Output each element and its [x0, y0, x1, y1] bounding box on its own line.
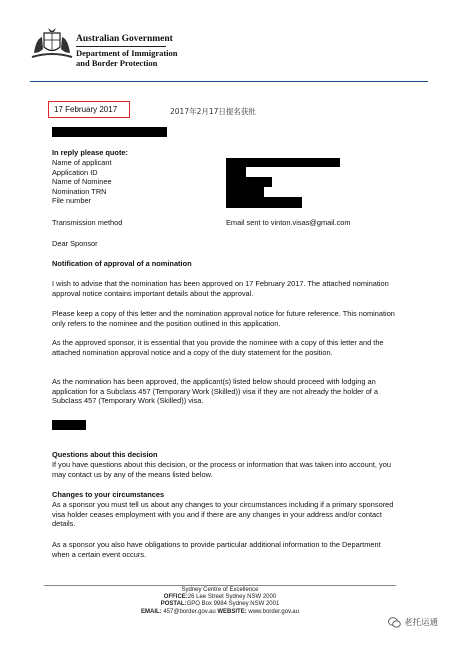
paragraph-keep-copy: Please keep a copy of this letter and the nomination approval notice for future reference. This nomination only refers to the nominee and the position outlined in this application.	[52, 309, 395, 328]
paragraph-approval: I wish to advise that the nomination has been approved on 17 February 2017. The attached nomination approval notice contains important details about the approval.	[52, 279, 389, 298]
redacted-applicant-name	[226, 158, 340, 167]
postal-label: POSTAL:	[160, 601, 187, 608]
field-nomination-trn: Nomination TRN	[52, 186, 107, 196]
department-name: Department of Immigration	[76, 48, 178, 59]
footer-office-line	[44, 594, 396, 601]
transmission-value: Email sent to vinton.visas@gmail.com	[226, 218, 351, 227]
redacted-nominee-name	[226, 177, 272, 187]
transmission-label: Transmission method	[52, 218, 123, 227]
reply-heading: In reply please quote:	[52, 148, 128, 157]
wechat-icon	[388, 617, 401, 628]
field-application-id: Application ID	[52, 167, 98, 177]
office-address: 26 Lee Street Sydney NSW 2000	[187, 594, 277, 601]
footer-divider	[44, 585, 396, 586]
letter-subject: Notification of approval of a nomination	[52, 259, 192, 268]
website-label: WEBSITE:	[217, 608, 247, 615]
email-label: EMAIL:	[141, 608, 162, 615]
changes-heading: Changes to your circumstances	[52, 490, 165, 499]
website-address: www.border.gov.au	[248, 608, 299, 615]
coat-of-arms-logo	[30, 27, 74, 63]
footer-postal-line	[44, 601, 396, 608]
salutation: Dear Sponsor	[52, 239, 98, 248]
redacted-address	[52, 127, 167, 137]
header-divider	[30, 81, 428, 82]
footer-email-line	[44, 609, 396, 616]
redacted-file-number	[226, 197, 302, 208]
field-file-number: File number	[52, 196, 92, 206]
heading-rule	[76, 46, 166, 47]
redacted-applicant-list	[52, 420, 86, 430]
chinese-annotation: 2017年2月17日提名获批	[170, 107, 256, 116]
reply-field-list	[52, 158, 112, 206]
redacted-application-id	[226, 167, 246, 177]
field-applicant-name: Name of applicant	[52, 158, 112, 167]
changes-text: As a sponsor you must tell us about any changes to your circumstances including if a primary sponsored visa holder ceases employment with you and if there are any changes in your address and/or contact details.	[52, 500, 394, 529]
office-label: OFFICE:	[163, 594, 188, 601]
footer-centre: Sydney Centre of Excellence	[181, 587, 259, 593]
watermark	[388, 616, 438, 628]
paragraph-provide-copy: As the approved sponsor, it is essential that you provide the nominee with a copy of this letter and the attached nomination approval notice and a copy of the duty statement for the position.	[52, 338, 384, 357]
paragraph-proceed: As the nomination has been approved, the applicant(s) listed below should proceed with lodging an application for a Subclass 457 (Temporary Work (Skilled)) visa if they are not already the holder of a Subclass 457 (Temporary Work (Skilled)) visa.	[52, 377, 379, 406]
email-address: 457@border.gov.au	[163, 608, 216, 615]
questions-heading: Questions about this decision	[52, 450, 158, 459]
letter-date: 17 February 2017	[48, 101, 130, 118]
watermark-text: 老托运通	[403, 618, 438, 628]
footer-contact	[44, 587, 396, 616]
obligations-text: As a sponsor you also have obligations to provide particular additional information to the Department when a certain event occurs.	[52, 540, 381, 559]
government-heading	[76, 34, 178, 68]
postal-address: GPO Box 9984 Sydney NSW 2001	[186, 601, 280, 608]
questions-text: If you have questions about this decision, or the process or information that was taken into account, you may contact us by any of the means listed below.	[52, 460, 391, 479]
field-nominee-name: Name of Nominee	[52, 177, 112, 187]
gov-name: Australian Government	[76, 34, 173, 44]
department-name-line2: and Border Protection	[76, 57, 158, 68]
redacted-nomination-trn	[226, 187, 264, 197]
